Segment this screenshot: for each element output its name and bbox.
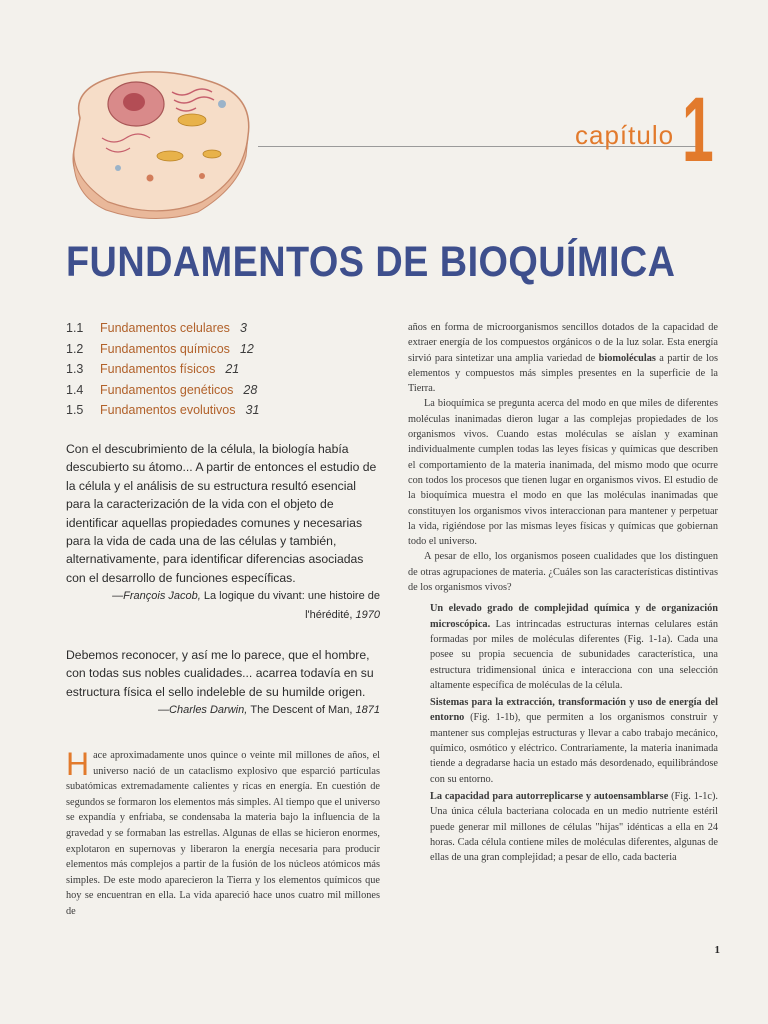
epigraph-author: —Charles Darwin, [158, 704, 248, 717]
epigraph-text: Con el descubrimiento de la célula, la biología había descubierto su átomo... A partir de entonces el estudio de la célula y el análisis de su estructura resultó esencial para la caracterización de la vida con el objeto de identificar aquellas propiedades comunes y necesarias para la vida de cada una de las células y también, alternativamente, para identificar diferencias asociadas con el desarrollo de funciones específicas. [66, 442, 377, 585]
toc-title: Fundamentos evolutivos [100, 403, 236, 417]
paragraph: La bioquímica se pregunta acerca del modo en que miles de diferentes moléculas inanimadas dieron lugar a las complejas propiedades de los organismos vivos. Cuando estas moléculas se aíslan y examinan individualmente cumplen todas las leyes físicas y químicas que describen el comportamiento de la materia inanimada, del mismo modo que ocurre con todos los procesos que tienen lugar en organismos vivos. El estudio de la bioquímica muestra el modo en que las moléculas inanimadas que constituyen los organismos vivos interaccionan para mantener y perpetuar la vida, rigiéndose por las mismas leyes físicas y químicas que gobiernan todo el universo. [408, 398, 718, 548]
epigraph-attribution [66, 701, 380, 719]
epigraph-darwin [66, 646, 380, 720]
paragraph: años en forma de microorganismos sencillos dotados de la capacidad de extraer energía de los compuestos orgánicos o de la luz solar. Esta energía sirvió para sintetizar una amplia variedad de biomoléculas a partir de los elementos y compuestos más simples presentes en la superficie de la Tierra. [408, 322, 718, 395]
toc-item[interactable] [66, 380, 259, 401]
toc-number: 1.4 [66, 382, 84, 397]
toc-item[interactable] [66, 400, 259, 421]
toc-title: Fundamentos genéticos [100, 382, 234, 397]
toc-page: 12 [239, 341, 254, 356]
chapter-number: 1 [682, 79, 714, 181]
feature-item: Sistemas para la extracción, transformación y uso de energía del entorno (Fig. 1-1b), que permiten a los organismos construir y mantener sus complejas estructuras y llevar a cabo trabajo mecánico, químico, osmótico y eléctrico. Contrariamente, la materia inanimada tiende a degradarse hacia un estado más desordenado, equilibrándose con su entorno. [430, 697, 718, 785]
epigraph-text: Debemos reconocer, y así me lo parece, que el hombre, con todas sus nobles cualidades... acarrea todavía en su estructura física el sello indeleble de su humilde origen. [66, 648, 374, 699]
toc-number: 1.3 [66, 362, 84, 376]
epigraph-attribution [66, 587, 380, 624]
epigraph-work: La logique du vivant: une histoire de l'hérédité, [203, 590, 380, 621]
toc-item[interactable] [66, 359, 259, 380]
epigraph-year: 1871 [355, 704, 380, 717]
toc-item[interactable] [66, 318, 259, 339]
feature-item: Un elevado grado de complejidad química y de organización microscópica. Las intrincadas estructuras internas celulares están formadas por miles de moléculas diferentes (Fig. 1-1a). Cada una posee su propia secuencia de subunidades característica, una estructura tridimensional única e interacciona con una selección altamente específica de moléculas de la célula. [430, 603, 718, 691]
toc-page: 31 [245, 403, 260, 417]
feature-heading: La capacidad para autorreplicarse y autoensamblarse [430, 790, 669, 802]
epigraph-jacob [66, 440, 380, 624]
toc-title: Fundamentos celulares [100, 321, 230, 335]
key-term: biomoléculas [598, 352, 656, 364]
toc-number: 1.1 [66, 321, 84, 335]
feature-heading: Un elevado grado de complejidad química y de organización microscópica. [430, 603, 718, 630]
toc-page: 3 [239, 321, 247, 335]
toc-title: Fundamentos físicos [100, 362, 216, 376]
epigraph-author: —François Jacob, [112, 590, 201, 603]
feature-heading: Sistemas para la extracción, transformación y uso de energía del entorno [430, 697, 718, 724]
drop-cap: H [66, 746, 90, 782]
intro-text: ace aproximadamente unos quince o veinte mil millones de años, el universo nació de un cataclismo explosivo que esparció partículas subatómicas extremadamente calientes y ricas en energía. En cuestión de segundos se formaron los elementos más simples. Al tiempo que el universo se expandía y enfriaba, se condensaba la materia bajo la influencia de la gravedad y se formaban las estrellas. Algunas de ellas se hicieron enormes, explotaron en supernovas y liberaron la energía necesaria para producir elementos más complejos a partir de la fusión de los núcleos atómicos más simples. De este modo aparecieron la Tierra y los elementos químicos que hoy se encuentran en ella. La vida apareció hace unos cuatro mil millones de [66, 750, 381, 917]
toc-page: 21 [225, 362, 240, 376]
intro-paragraph [66, 748, 380, 920]
feature-item: La capacidad para autorreplicarse y autoensamblarse (Fig. 1-1c). Una única célula bacteriana colocada en un medio nutriente estéril puede generar mil millones de células "hijas" idénticas a ella en 24 horas. Cada célula contiene miles de moléculas diferentes, algunas de ellas de una gran complejidad; a pesar de ello, cada bacteria [430, 790, 718, 864]
chapter-title: FUNDAMENTOS DE BIOQUÍMICA [66, 238, 676, 286]
chapter-label: capítulo [575, 120, 675, 150]
animal-cell-illustration [62, 60, 262, 220]
toc-title: Fundamentos químicos [100, 341, 230, 356]
toc-item[interactable] [66, 339, 259, 360]
section-list [66, 318, 259, 421]
body-column-right [408, 320, 718, 865]
toc-number: 1.5 [66, 403, 84, 417]
epigraph-year: 1970 [355, 608, 380, 621]
page-number: 1 [714, 944, 720, 956]
feature-list [408, 601, 718, 865]
paragraph: A pesar de ello, los organismos poseen cualidades que los distinguen de otras agrupaciones de materia. ¿Cuáles son las características distintivas de los organismos vivos? [408, 551, 718, 594]
epigraph-work: The Descent of Man, [250, 704, 353, 717]
toc-number: 1.2 [66, 341, 84, 356]
toc-page: 28 [243, 382, 258, 397]
